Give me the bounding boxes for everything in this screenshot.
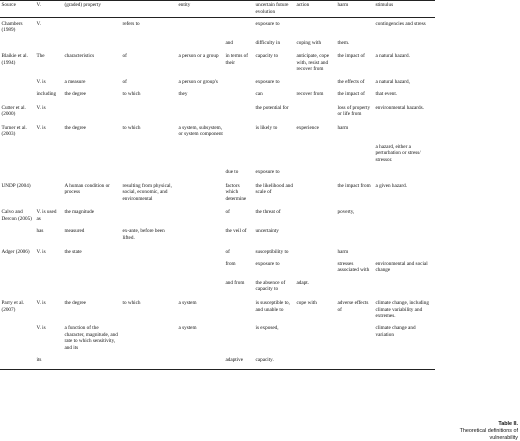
table-row [0, 356, 435, 369]
table-cell [374, 168, 435, 181]
column-header: (graded) property [63, 1, 121, 18]
table-cell [63, 168, 121, 181]
table-cell: a person or a group [178, 53, 219, 60]
table-row [0, 207, 435, 227]
table-cell [177, 279, 224, 298]
table-cell: V. is [36, 325, 46, 332]
table-cell: of [225, 209, 230, 216]
table-cell: The [36, 53, 45, 60]
table-cell [336, 18, 374, 39]
source-cell: Adger (2006) [1, 248, 30, 255]
table-caption [442, 421, 518, 441]
table-cell: the degree [64, 125, 86, 132]
source-cell: Calvo and Dercon (2005) [1, 209, 32, 222]
table-cell: resulting from physical, social, economic, and environmental [122, 183, 172, 202]
source-cell: UNDP (2004) [1, 183, 31, 190]
table-cell [374, 227, 435, 246]
table-cell [295, 207, 336, 227]
table-row [0, 103, 435, 123]
table-cell: the magnitude [64, 209, 95, 216]
source-cell [0, 324, 35, 356]
table-cell: climate change and variation [375, 325, 416, 338]
table-cell: a system [178, 325, 197, 332]
table-cell [336, 279, 374, 298]
table-cell [35, 181, 63, 207]
table-cell [254, 143, 295, 168]
table-cell [177, 39, 224, 52]
table-cell: its [35, 356, 63, 369]
table-cell: V. [36, 20, 41, 27]
table-cell: V. is [36, 248, 46, 255]
table-cell: V. is [36, 78, 46, 85]
table-cell [177, 143, 224, 168]
table-cell: capacity. [254, 356, 295, 369]
table-cell [224, 298, 254, 324]
table-row [0, 260, 435, 279]
table-cell: V. is [36, 125, 46, 132]
table-cell: measured [64, 228, 85, 235]
table-cell: environmental hazards. [375, 105, 424, 111]
table-cell: the degree [64, 300, 86, 307]
table-cell [35, 143, 63, 168]
table-cell [177, 103, 224, 123]
table-cell [177, 207, 224, 227]
table-cell: loss of property or life from [337, 105, 371, 118]
table-cell [177, 18, 224, 39]
table-cell [63, 39, 121, 52]
table-cell: to which [122, 91, 141, 98]
table-cell [177, 181, 224, 207]
table-cell [374, 207, 435, 227]
table-cell [63, 18, 121, 39]
table-cell: the impact from [337, 183, 371, 190]
table-cell: harm [337, 125, 349, 132]
table-cell [224, 324, 254, 356]
table-cell: to which [122, 300, 141, 307]
table-cell [295, 18, 336, 39]
table-cell: the potential for [255, 105, 289, 111]
source-cell: Blaikie et al. (1994) [1, 53, 28, 66]
table-cell: the effects of [337, 78, 365, 85]
table-cell: the veil of [225, 228, 247, 235]
table-cell [374, 246, 435, 260]
source-cell [0, 39, 35, 52]
table-cell: that event. [375, 91, 398, 98]
table-cell [35, 168, 63, 181]
table-cell [336, 324, 374, 356]
table-cell [224, 78, 254, 91]
table-cell [224, 90, 254, 103]
column-header: V. [35, 1, 63, 18]
table-row [0, 39, 435, 52]
table-cell: the threat of [255, 209, 281, 216]
table-cell: stresses associated with [337, 261, 370, 274]
column-header [121, 1, 177, 18]
table-cell [121, 207, 177, 227]
table-cell [295, 246, 336, 260]
table-cell: them. [337, 39, 350, 46]
table-cell: coping with [296, 39, 322, 46]
source-cell [0, 356, 35, 369]
table-cell [63, 356, 121, 369]
table-row [0, 298, 435, 324]
table-cell: and [225, 39, 233, 46]
table-cell: due to [225, 169, 239, 176]
table-cell [177, 227, 224, 246]
table-cell [336, 143, 374, 168]
table-cell [336, 168, 374, 181]
table-cell: exposure to [255, 20, 280, 27]
source-cell [0, 78, 35, 91]
table-cell [224, 103, 254, 123]
table-cell: a person or group's [178, 78, 218, 85]
table-cell: adaptive [224, 356, 254, 369]
table-cell [177, 356, 224, 369]
table-cell: the impact of [337, 91, 365, 98]
source-cell [0, 90, 35, 103]
table-cell: contingencies and stress [375, 20, 426, 27]
table-cell [295, 181, 336, 207]
table-cell [336, 227, 374, 246]
table-cell: difficulty in [255, 39, 281, 46]
table-cell [224, 143, 254, 168]
table-cell: the likelihood and scale of [255, 183, 293, 196]
table-cell [295, 260, 336, 279]
table-cell [121, 39, 177, 52]
table-cell: is exposed, [255, 325, 279, 332]
table-cell [177, 168, 224, 181]
table-cell: the impact of [337, 53, 365, 60]
table-cell: in terms of their [225, 53, 248, 66]
table-cell [35, 279, 63, 298]
table-row [0, 168, 435, 181]
table-cell [295, 356, 336, 369]
table-cell: a hazard, either a perturbation or stress/ stressor. [375, 144, 421, 163]
column-header: uncertain future evolution [254, 1, 295, 18]
table-cell: they [178, 91, 188, 98]
table-row [0, 78, 435, 91]
table-cell [177, 260, 224, 279]
source-cell: Chambers (1989) [1, 20, 23, 33]
table-cell [295, 168, 336, 181]
source-cell: Parry et al. (2007) [1, 300, 25, 313]
table-cell: a given hazard. [375, 183, 408, 190]
table-cell: ex-ante, before been lifted. [122, 228, 165, 241]
table-cell [177, 246, 224, 260]
table-row [0, 123, 435, 143]
table-body [0, 18, 435, 369]
table-cell: has [36, 228, 44, 235]
table-row [0, 51, 435, 77]
table-cell [63, 103, 121, 123]
source-cell: Cutter et al. (2000) [1, 105, 26, 118]
table-cell [295, 324, 336, 356]
table-cell [121, 324, 177, 356]
table-cell: and from [225, 280, 245, 287]
table-cell: cope with [296, 300, 317, 307]
table-cell: the absence of capacity to [255, 280, 286, 293]
table-cell [63, 260, 121, 279]
column-header: Source [0, 1, 35, 18]
table-cell [224, 18, 254, 39]
source-cell [0, 279, 35, 298]
table-cell: experience [296, 125, 319, 132]
table-cell: can [255, 91, 263, 98]
source-cell [0, 227, 35, 246]
table-cell: a system, subsystem, or system component [178, 125, 223, 138]
table-cell: factors which determine [225, 183, 247, 202]
source-cell [0, 168, 35, 181]
table-cell: adapt. [296, 280, 310, 287]
table-cell: climate change, including climate variability and extremes. [375, 300, 429, 319]
table-row [0, 143, 435, 168]
source-cell: Turner et al. (2003) [1, 125, 27, 138]
table-cell: recover from [296, 91, 324, 98]
table-cell: of [225, 248, 230, 255]
table-cell [35, 260, 63, 279]
table-cell: to which [122, 125, 141, 132]
table-cell [374, 123, 435, 143]
table-cell [121, 356, 177, 369]
table-cell: including [36, 91, 57, 98]
table-cell [295, 143, 336, 168]
table-row [0, 18, 435, 39]
table-header-row [0, 1, 435, 18]
column-header: stimulus [374, 1, 435, 18]
table-cell: adverse effects of [337, 300, 369, 313]
table-cell: a natural hazard, [375, 78, 410, 85]
table-cell: a function of the character, magnitude, and rate to which sensitivity, and its [64, 325, 118, 351]
table-cell [121, 246, 177, 260]
table-cell: anticipate, cope with, resist and recover from [296, 53, 330, 73]
source-cell [0, 260, 35, 279]
table-cell [374, 279, 435, 298]
table-row [0, 279, 435, 298]
table-cell [224, 123, 254, 143]
table-cell: a system [178, 300, 197, 307]
table-cell: uncertainty [255, 228, 279, 235]
table-cell: V. is [36, 105, 46, 111]
table-cell: of [122, 53, 127, 60]
column-header: action [295, 1, 336, 18]
table-cell: poverty, [337, 209, 355, 216]
table-cell: is susceptible to, and unable to [255, 300, 290, 313]
table-cell [35, 39, 63, 52]
table-cell [295, 103, 336, 123]
table-cell [121, 279, 177, 298]
table-row [0, 324, 435, 356]
table-row [0, 246, 435, 260]
table-cell: the degree [64, 91, 86, 98]
table-cell [121, 260, 177, 279]
source-cell [0, 143, 35, 168]
table-cell [295, 227, 336, 246]
table-cell: susceptibility to [255, 248, 289, 255]
table-cell: V. is used as [36, 209, 57, 222]
table-cell: refers to [122, 20, 140, 27]
table-cell: a measure [64, 78, 86, 85]
table-row [0, 227, 435, 246]
table-cell: V. is [36, 300, 46, 307]
table-cell: from [225, 261, 236, 268]
table-cell: the state [64, 248, 82, 255]
table-cell: exposure to [255, 169, 280, 176]
table-cell: exposure to [255, 261, 280, 268]
table-cell: environmental and social change [375, 261, 428, 274]
column-header [224, 1, 254, 18]
table-cell [121, 168, 177, 181]
table-cell [63, 279, 121, 298]
table-cell: A human condition or process [64, 183, 110, 196]
table-cell [121, 143, 177, 168]
table-cell [374, 39, 435, 52]
table-row [0, 181, 435, 207]
table-cell: is likely to [255, 125, 278, 132]
table-cell: of [122, 78, 127, 85]
column-header: entity [177, 1, 224, 18]
table-cell: exposure to [255, 78, 280, 85]
table-cell [336, 356, 374, 369]
table-cell [295, 78, 336, 91]
table-row [0, 90, 435, 103]
table-cell [63, 143, 121, 168]
table-cell [374, 356, 435, 369]
column-header: harm [336, 1, 374, 18]
table-cell: characteristics [64, 53, 95, 60]
table-cell: harm [337, 248, 349, 255]
caption-text: Theoretical definitions of vulnerability [459, 427, 518, 441]
table-cell: capacity to [255, 53, 279, 60]
caption-label: Table II. [498, 421, 518, 427]
table-cell: a natural hazard. [375, 53, 410, 60]
table-cell [121, 103, 177, 123]
